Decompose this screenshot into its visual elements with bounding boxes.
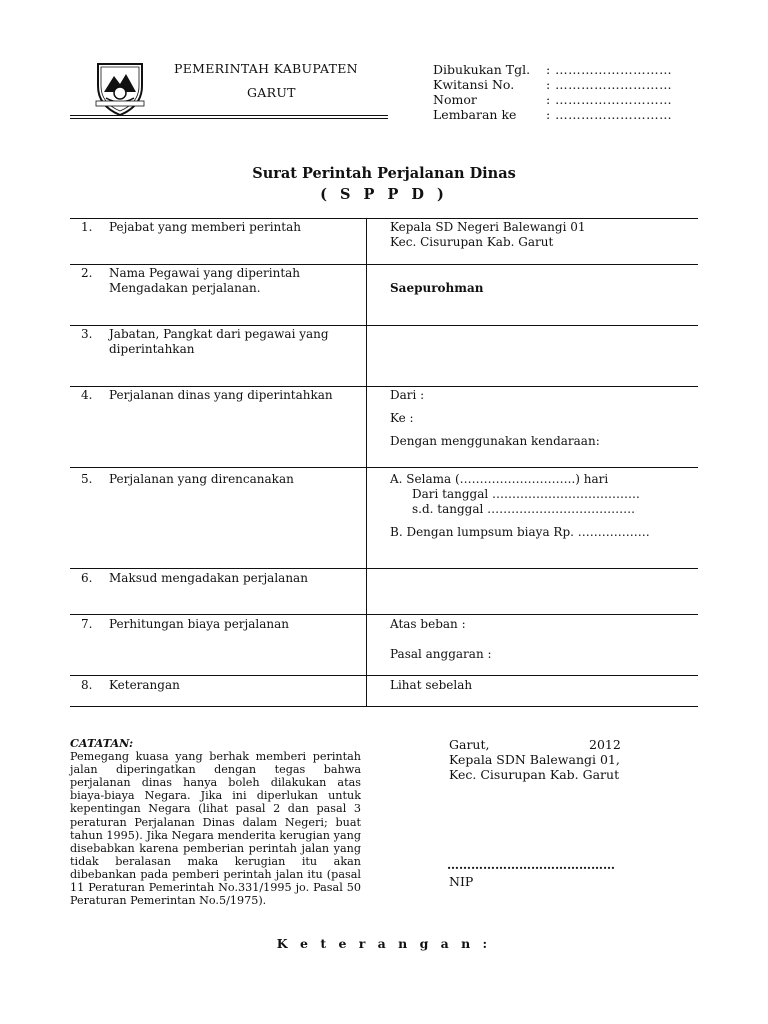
table-rule [70,467,698,468]
table-rule [70,706,698,707]
signature-location: Kec. Cisurupan Kab. Garut [449,767,620,782]
row-value-kendaraan: Dengan menggunakan kendaraan: [390,434,600,448]
row-value-dari-tanggal: Dari tanggal ………………………………. [412,487,640,501]
table-rule [70,325,698,326]
employee-name: Saepurohman [390,281,484,295]
row-value-keterangan: Lihat sebelah [390,678,473,692]
meta-label-nomor: Nomor [433,92,477,107]
row-label-line: Mengadakan perjalanan. [109,281,261,295]
signature-name-line: …………………………………… [447,858,615,872]
row-label: Perjalanan dinas yang diperintahkan [109,388,333,402]
table-column-divider [366,219,367,706]
catatan-note [70,737,361,907]
row-number: 8. [81,678,93,692]
row-label: Perjalanan yang direncanakan [109,472,294,486]
meta-label-kwitansi: Kwitansi No. [433,77,515,92]
row-value-atas-beban: Atas beban : [390,617,466,631]
government-name-line1: PEMERINTAH KABUPATEN [174,61,358,76]
table-rule [70,218,698,219]
document-subtitle: ( S P P D ) [320,186,448,203]
row-number: 2. [81,266,93,280]
government-name-line2: GARUT [247,85,296,100]
row-number: 7. [81,617,93,631]
signature-year: 2012 [589,737,621,752]
row-label: Keterangan [109,678,180,692]
row-number: 1. [81,220,93,234]
row-number: 4. [81,388,93,402]
booking-meta-values [546,62,672,122]
booking-meta-labels [433,62,530,122]
row-label-line: Nama Pegawai yang diperintah [109,266,301,280]
row-value [390,220,586,250]
row-label [109,220,301,235]
table-rule [70,264,698,265]
document-title: Surat Perintah Perjalanan Dinas [252,165,516,182]
row-number: 5. [81,472,93,486]
garut-emblem-logo [92,60,148,118]
catatan-body: Pemegang kuasa yang berhak memberi perintah jalan diperingatkan dengan tegas bahwa perjalanan dinas hanya boleh dilakukan atas biaya-biaya Negara. Jika ini diperlukan untuk kepentingan Negara (lihat pasal 2 dan pasal 3 peraturan Perjalanan Dinas dalam Negeri; buat tahun 1995). Jika Negara menderita kerugian yang disebabkan karena pemberian perintah jalan yang tidak beralasan maka kerugian itu akan dibebankan pada pemberi perintah jalan itu (pasal 11 Peraturan Pemerintah No.331/1995 jo. Pasal 50 Peraturan Pemerintan No.5/1975). [70,750,361,908]
row-label-line: diperintahkan [109,342,195,356]
meta-value-dibukukan: : ……………………… [546,62,673,77]
catatan-title: CATATAN: [70,736,134,750]
row-label: Perhitungan biaya perjalanan [109,617,290,631]
table-rule [70,675,698,676]
row-value-selama: A. Selama (………………………..) hari [390,472,609,486]
meta-label-lembaran: Lembaran ke [433,107,517,122]
meta-value-lembaran: : ……………………… [546,107,673,122]
row-label [109,327,329,357]
meta-value-kwitansi: : ……………………… [546,77,673,92]
row-number: 6. [81,571,93,585]
table-rule [70,614,698,615]
row-value-pasal-anggaran: Pasal anggaran : [390,647,492,661]
row-label-line: Jabatan, Pangkat dari pegawai yang [109,327,329,341]
row-value-sd-tanggal: s.d. tanggal ………………………………. [412,502,635,516]
row-value-lumpsum: B. Dengan lumpsum biaya Rp. ……………… [390,525,650,539]
header-rule-thick [70,115,388,116]
row-number: 3. [81,327,93,341]
signature-position: Kepala SDN Balewangi 01, [449,752,620,767]
row-label: Maksud mengadakan perjalanan [109,571,308,585]
table-rule [70,386,698,387]
row-value-line: Kec. Cisurupan Kab. Garut [390,235,554,249]
row-value-ke: Ke : [390,411,414,425]
keterangan-heading: K e t e r a n g a n : [276,936,492,951]
row-label-line: Pejabat yang memberi perintah [109,220,301,234]
row-value-dari: Dari : [390,388,425,402]
row-value-line: Kepala SD Negeri Balewangi 01 [390,220,586,234]
header-rule-thin [70,118,388,119]
signature-nip: NIP [449,874,474,889]
row-label [109,266,300,296]
signature-place: Garut, [449,737,490,752]
table-rule [70,568,698,569]
meta-label-dibukukan: Dibukukan Tgl. [433,62,531,77]
meta-value-nomor: : ……………………… [546,92,673,107]
